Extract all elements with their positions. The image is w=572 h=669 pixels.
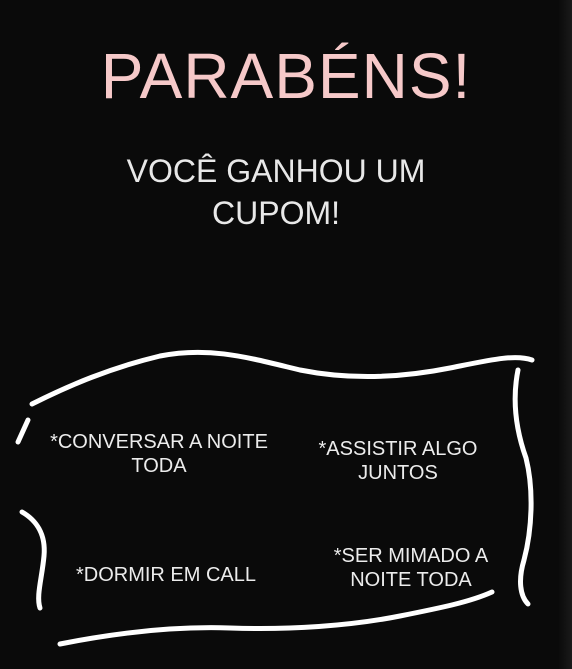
doodle-left-tick [18, 420, 28, 442]
doodle-top-stroke [32, 352, 532, 404]
doodle-right-stroke [515, 370, 531, 604]
coupon-item: *SER MIMADO A NOITE TODA [333, 545, 489, 591]
doodle-left-bracket [22, 512, 44, 608]
coupon-item: *DORMIR EM CALL [75, 564, 257, 586]
coupon-item: *ASSISTIR ALGO JUNTOS [318, 438, 478, 484]
page-subtitle: VOCÊ GANHOU UM CUPOM! [126, 153, 426, 231]
doodle-bottom-stroke [60, 592, 492, 644]
coupon-item: *CONVERSAR A NOITE TODA [50, 431, 268, 477]
page-title: PARABÉNS! [100, 40, 472, 112]
